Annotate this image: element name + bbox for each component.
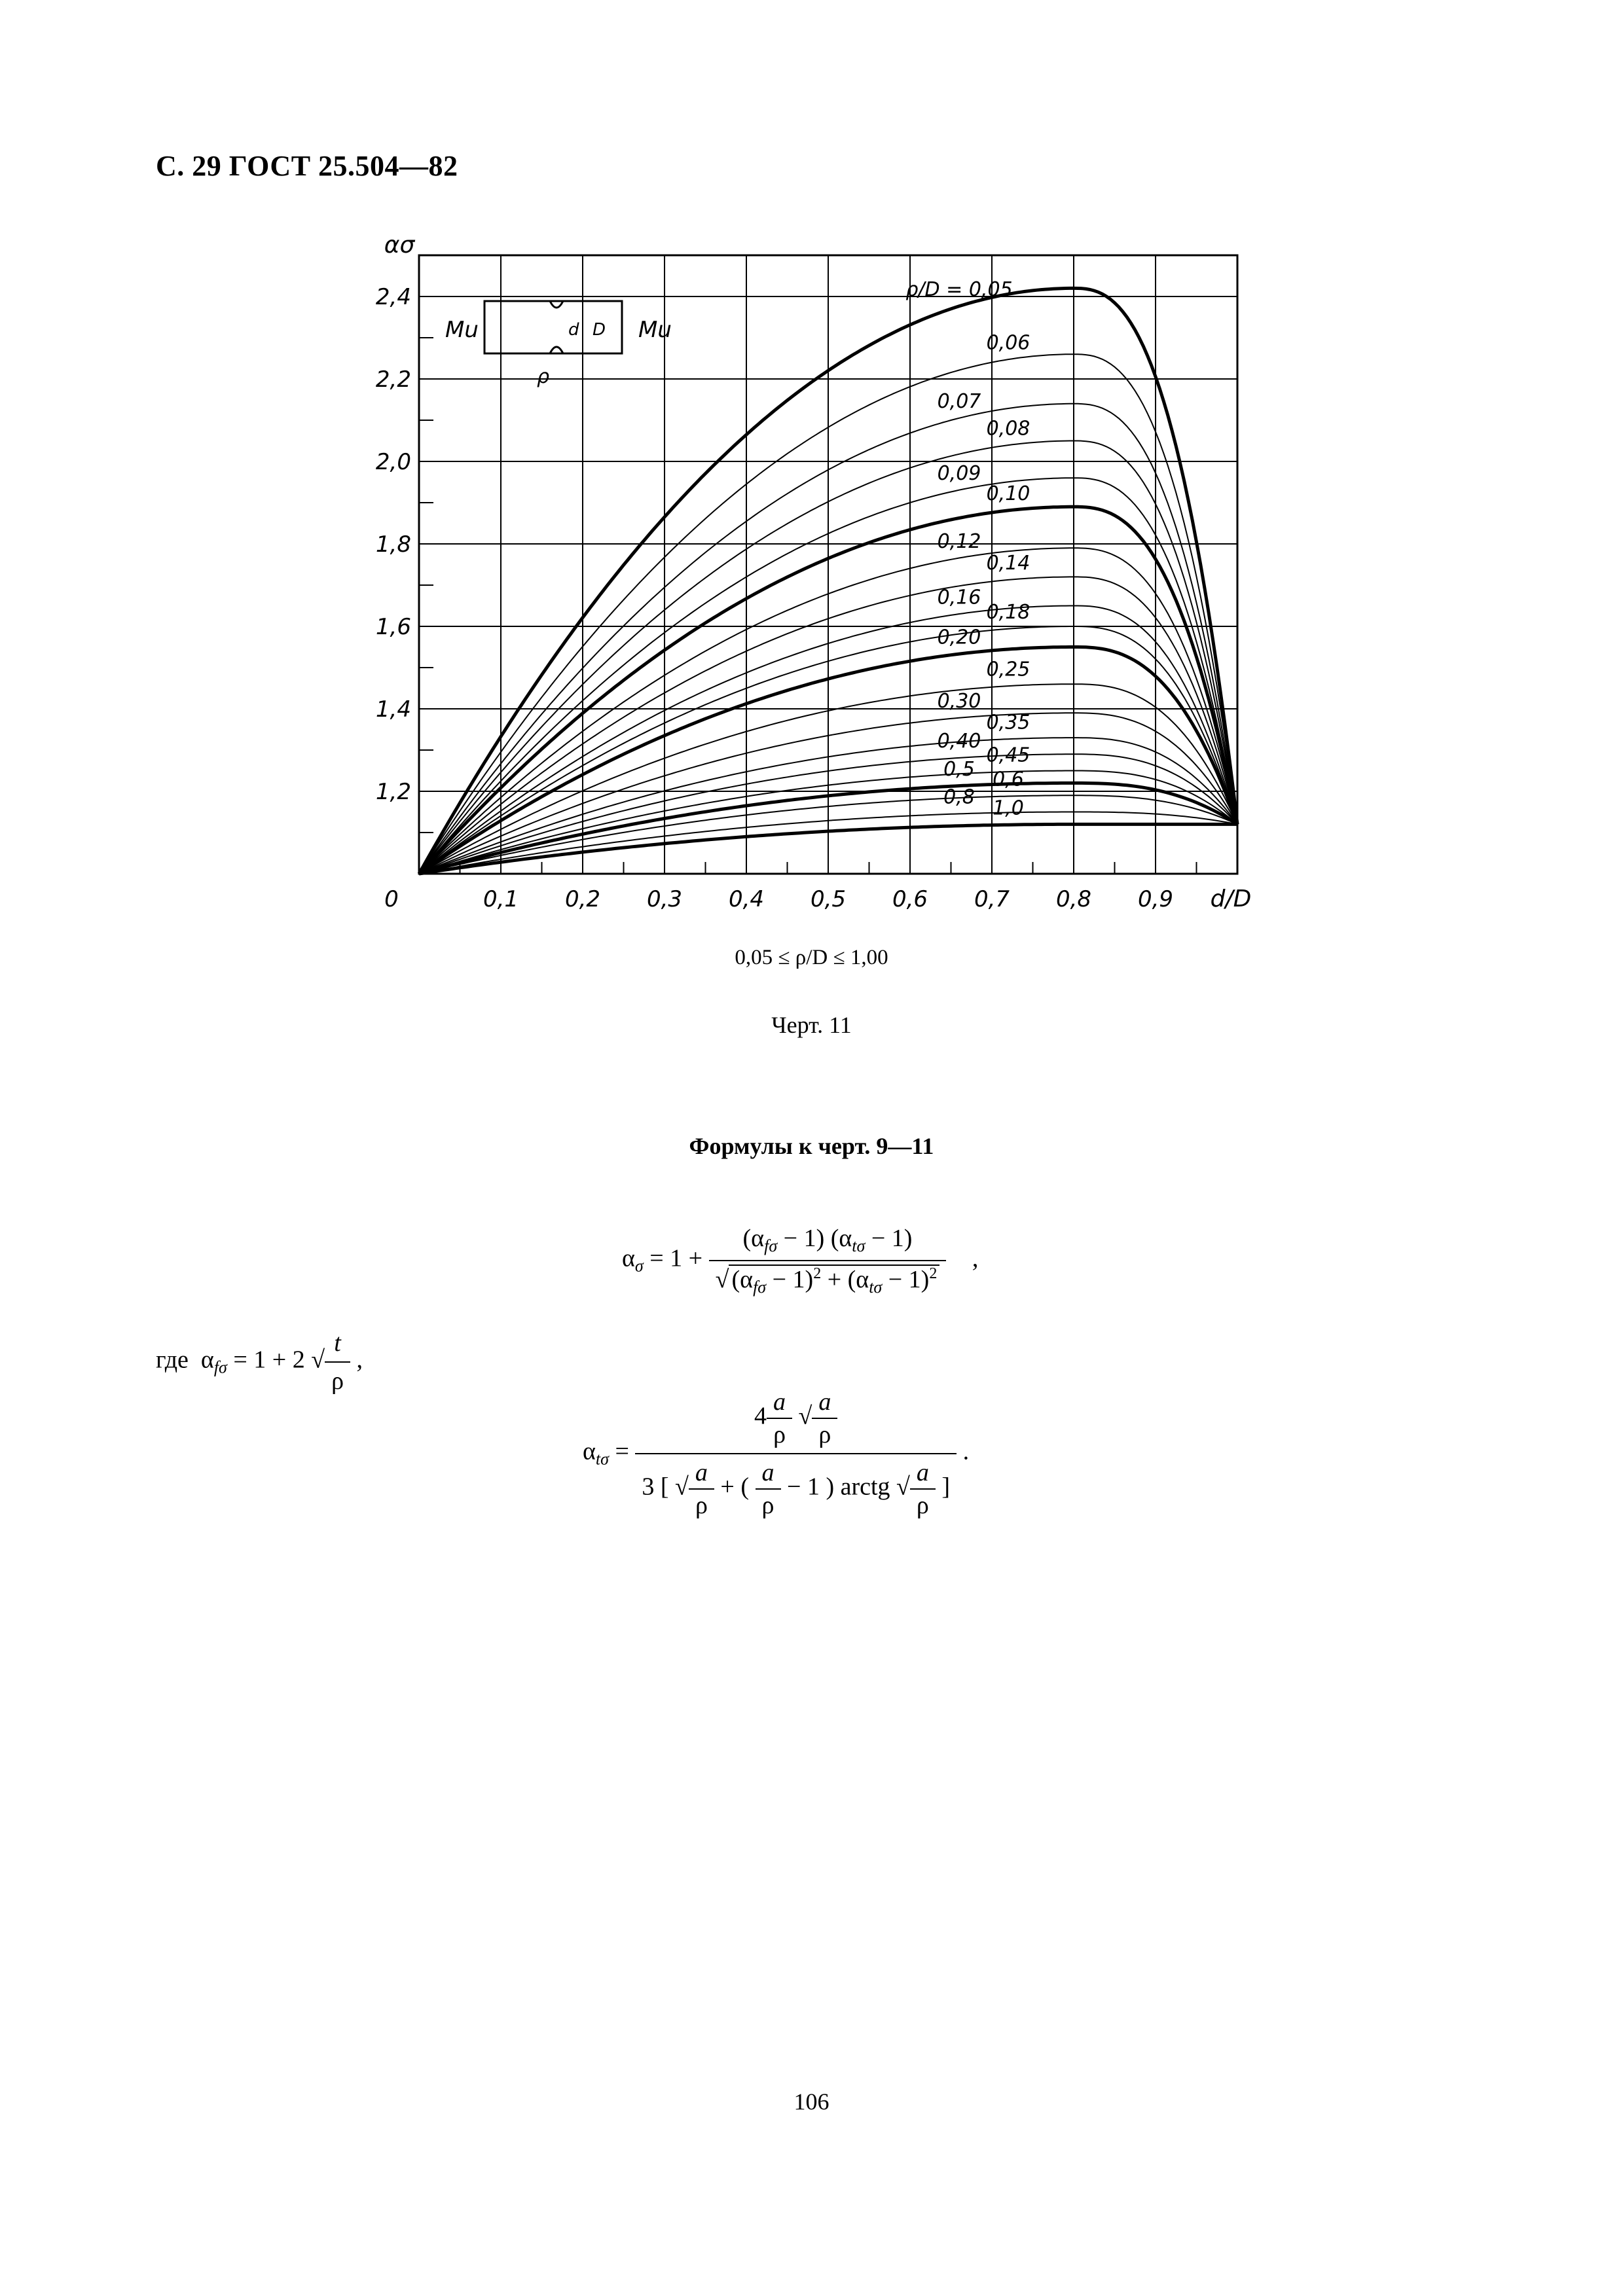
series-label: 0,09	[937, 461, 981, 485]
rho-range-condition: 0,05 ≤ ρ/D ≤ 1,00	[735, 946, 888, 969]
inset-D-label: D	[593, 320, 606, 340]
series-label: 0,14	[986, 552, 1030, 575]
series-label: 0,07	[937, 390, 981, 414]
series-label: 0,10	[986, 482, 1030, 506]
origin-label: 0	[384, 886, 399, 912]
series-label: 0,35	[986, 711, 1030, 734]
x-tick-label: 0,7	[974, 886, 1010, 912]
y-tick-label: 1,2	[375, 779, 411, 805]
x-tick-label: 0,5	[810, 886, 847, 912]
inset-rho-label: ρ	[537, 365, 550, 388]
y-tick-label: 2,4	[375, 284, 411, 310]
x-tick-label: 0,3	[646, 886, 683, 912]
y-tick-label: 2,2	[375, 367, 411, 393]
series-label: 0,18	[986, 601, 1030, 624]
formula-alpha-f-sigma: где $\alpha_{f\sigma} = 1 + 2$ √ $\frac{t}{\rho}$ ,	[156, 1329, 363, 1395]
x-tick-label: 0,2	[564, 886, 601, 912]
inset-d-label: d	[568, 320, 579, 340]
x-tick-label: 0,4	[728, 886, 765, 912]
formula-alpha-sigma: $\alpha_\sigma = 1$ + $\frac{(\alpha_{f\sigma} - 1) (\alpha_{t\sigma} - 1)}{√ (\alpha_{f\sigma} - 1)^2 + (\alpha_{t\sigma} - 1)^2}$ ,	[622, 1225, 979, 1297]
series-label: 0,25	[986, 658, 1030, 681]
moment-label-right: Mu	[638, 317, 672, 343]
series-label: 0,06	[986, 331, 1030, 355]
page-header: С. 29 ГОСТ 25.504—82	[156, 150, 458, 182]
formula-alpha-t-sigma: $\alpha_{t\sigma}$ = 4 $\frac{a}{\rho}$ √ $\frac{a}{\rho}$ 3 [ √ $\frac{a}{\rho}$ + ( $\frac{a}{\rho}$ − 1 ) arctg √ $\frac{a}{\rho}$ ] .	[583, 1388, 970, 1519]
y-tick-label: 1,6	[375, 614, 411, 640]
series-label: 0,08	[986, 417, 1030, 440]
y-tick-label: 2,0	[375, 449, 411, 475]
y-tick-label: 1,8	[375, 531, 411, 558]
y-tick-label: 1,4	[375, 696, 411, 723]
series-label: 0,40	[937, 730, 981, 753]
figure-caption: Черт. 11	[771, 1012, 852, 1038]
series-label: 0,45	[986, 744, 1030, 767]
x-axis-label: d/D	[1210, 886, 1252, 912]
series-label: 0,30	[937, 690, 981, 713]
y-axis-label: ασ	[384, 232, 415, 259]
series-label: 0,12	[937, 529, 981, 553]
series-label: 1,0	[993, 797, 1024, 820]
series-label: 0,6	[993, 768, 1024, 791]
specimen-notch	[550, 301, 563, 353]
moment-label-left: Mu	[445, 317, 479, 343]
x-tick-label: 0,6	[892, 886, 928, 912]
x-tick-label: 0,1	[483, 886, 519, 912]
series-label: 0,8	[943, 785, 975, 809]
series-label: 0,16	[937, 586, 981, 609]
x-tick-label: 0,8	[1055, 886, 1092, 912]
series-label: 0,20	[937, 626, 981, 649]
stress-concentration-chart	[367, 223, 1277, 929]
x-tick-label: 0,9	[1137, 886, 1174, 912]
series-label: ρ/D = 0,05	[905, 278, 1013, 302]
series-label: 0,5	[943, 757, 975, 781]
formulas-title: Формулы к черт. 9—11	[689, 1133, 934, 1159]
page-number: 106	[793, 2089, 830, 2115]
